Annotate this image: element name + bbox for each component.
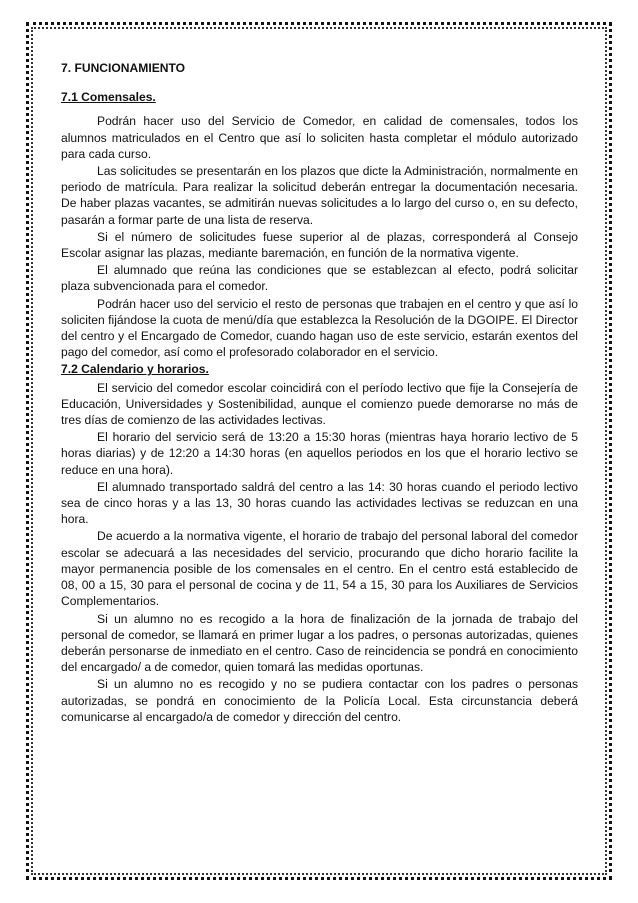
section-heading: 7. FUNCIONAMIENTO: [61, 61, 186, 75]
paragraph: Si un alumno no es recogido a la hora de finalización de la jornada de trabajo del personal de comedor, se llamará en primer lugar a los padres, o personas autorizadas, quienes deberán personarse de inmediato en el centro. Caso de reincidencia se pondrá en conocimiento del encargado/ a de comedor, quien tomará las medidas oportunas.: [61, 611, 578, 675]
paragraph: De acuerdo a la normativa vigente, el horario de trabajo del personal laboral del comedor escolar se adecuará a las necesidades del servicio, procurando que dicho horario facilite la mayor permanencia posible de los comensales en el centro. En el centro está establecido de 08, 00 a 15, 30 para el personal de cocina y de 11, 54 a 15, 30 para los Auxiliares de Servicios Complementarios.: [61, 529, 578, 609]
paragraph: Podrán hacer uso del Servicio de Comedor, en calidad de comensales, todos los alumnos matriculados en el Centro que así lo soliciten hasta completar el módulo autorizado para cada curso.: [61, 114, 578, 161]
subsection-heading-comensales: 7.1 Comensales.: [61, 90, 156, 105]
paragraph: El alumnado que reúna las condiciones que se establezcan al efecto, podrá solicitar plaza subvencionada para el comedor.: [61, 263, 578, 294]
paragraph: Si el número de solicitudes fuese superior al de plazas, corresponderá al Consejo Escolar asignar las plazas, mediante baremación, en función de la normativa vigente.: [61, 229, 578, 261]
document-body: [61, 60, 578, 726]
subsection-heading-calendario: 7.2 Calendario y horarios.: [61, 362, 209, 377]
paragraph: Si un alumno no es recogido y no se pudiera contactar con los padres o personas autorizadas, se pondrá en conocimiento de la Policía Local. Esta circunstancia deberá comunicarse al encargado/a de comedor y dirección del centro.: [61, 677, 578, 724]
paragraph: Las solicitudes se presentarán en los plazos que dicte la Administración, normalmente en periodo de matrícula. Para realizar la solicitud deberán entregar la documentación necesaria. De haber plazas vacantes, se admitirán nuevas solicitudes a lo largo del curso o, en su defecto, pasarán a formar parte de una lista de reserva.: [61, 164, 578, 227]
paragraph: El horario del servicio será de 13:20 a 15:30 horas (mientras haya horario lectivo de 5 horas diarias) y de 12:20 a 14:30 horas (en aquellos periodos en los que el horario lectivo se reduce en una hora).: [61, 430, 578, 477]
paragraph: El alumnado transportado saldrá del centro a las 14: 30 horas cuando el periodo lectivo sea de cinco horas y a las 13, 30 horas cuando las actividades lectivas se reduzcan en una hora.: [61, 479, 578, 527]
paragraph: El servicio del comedor escolar coincidirá con el período lectivo que fije la Consejería de Educación, Universidades y Sostenibilidad, aunque el comienzo puede demorarse no más de tres días de comienzo de las actividades lectivas.: [61, 380, 578, 428]
paragraph: Podrán hacer uso del servicio el resto de personas que trabajen en el centro y que así lo soliciten fijándose la cuota de menú/día que establezca la Resolución de la DGOIPE. El Director del centro y el Encargado de Comedor, cuando hagan uso de este servicio, estarán exentos del pago del comedor, así como el profesorado colaborador en el servicio.: [61, 296, 578, 360]
